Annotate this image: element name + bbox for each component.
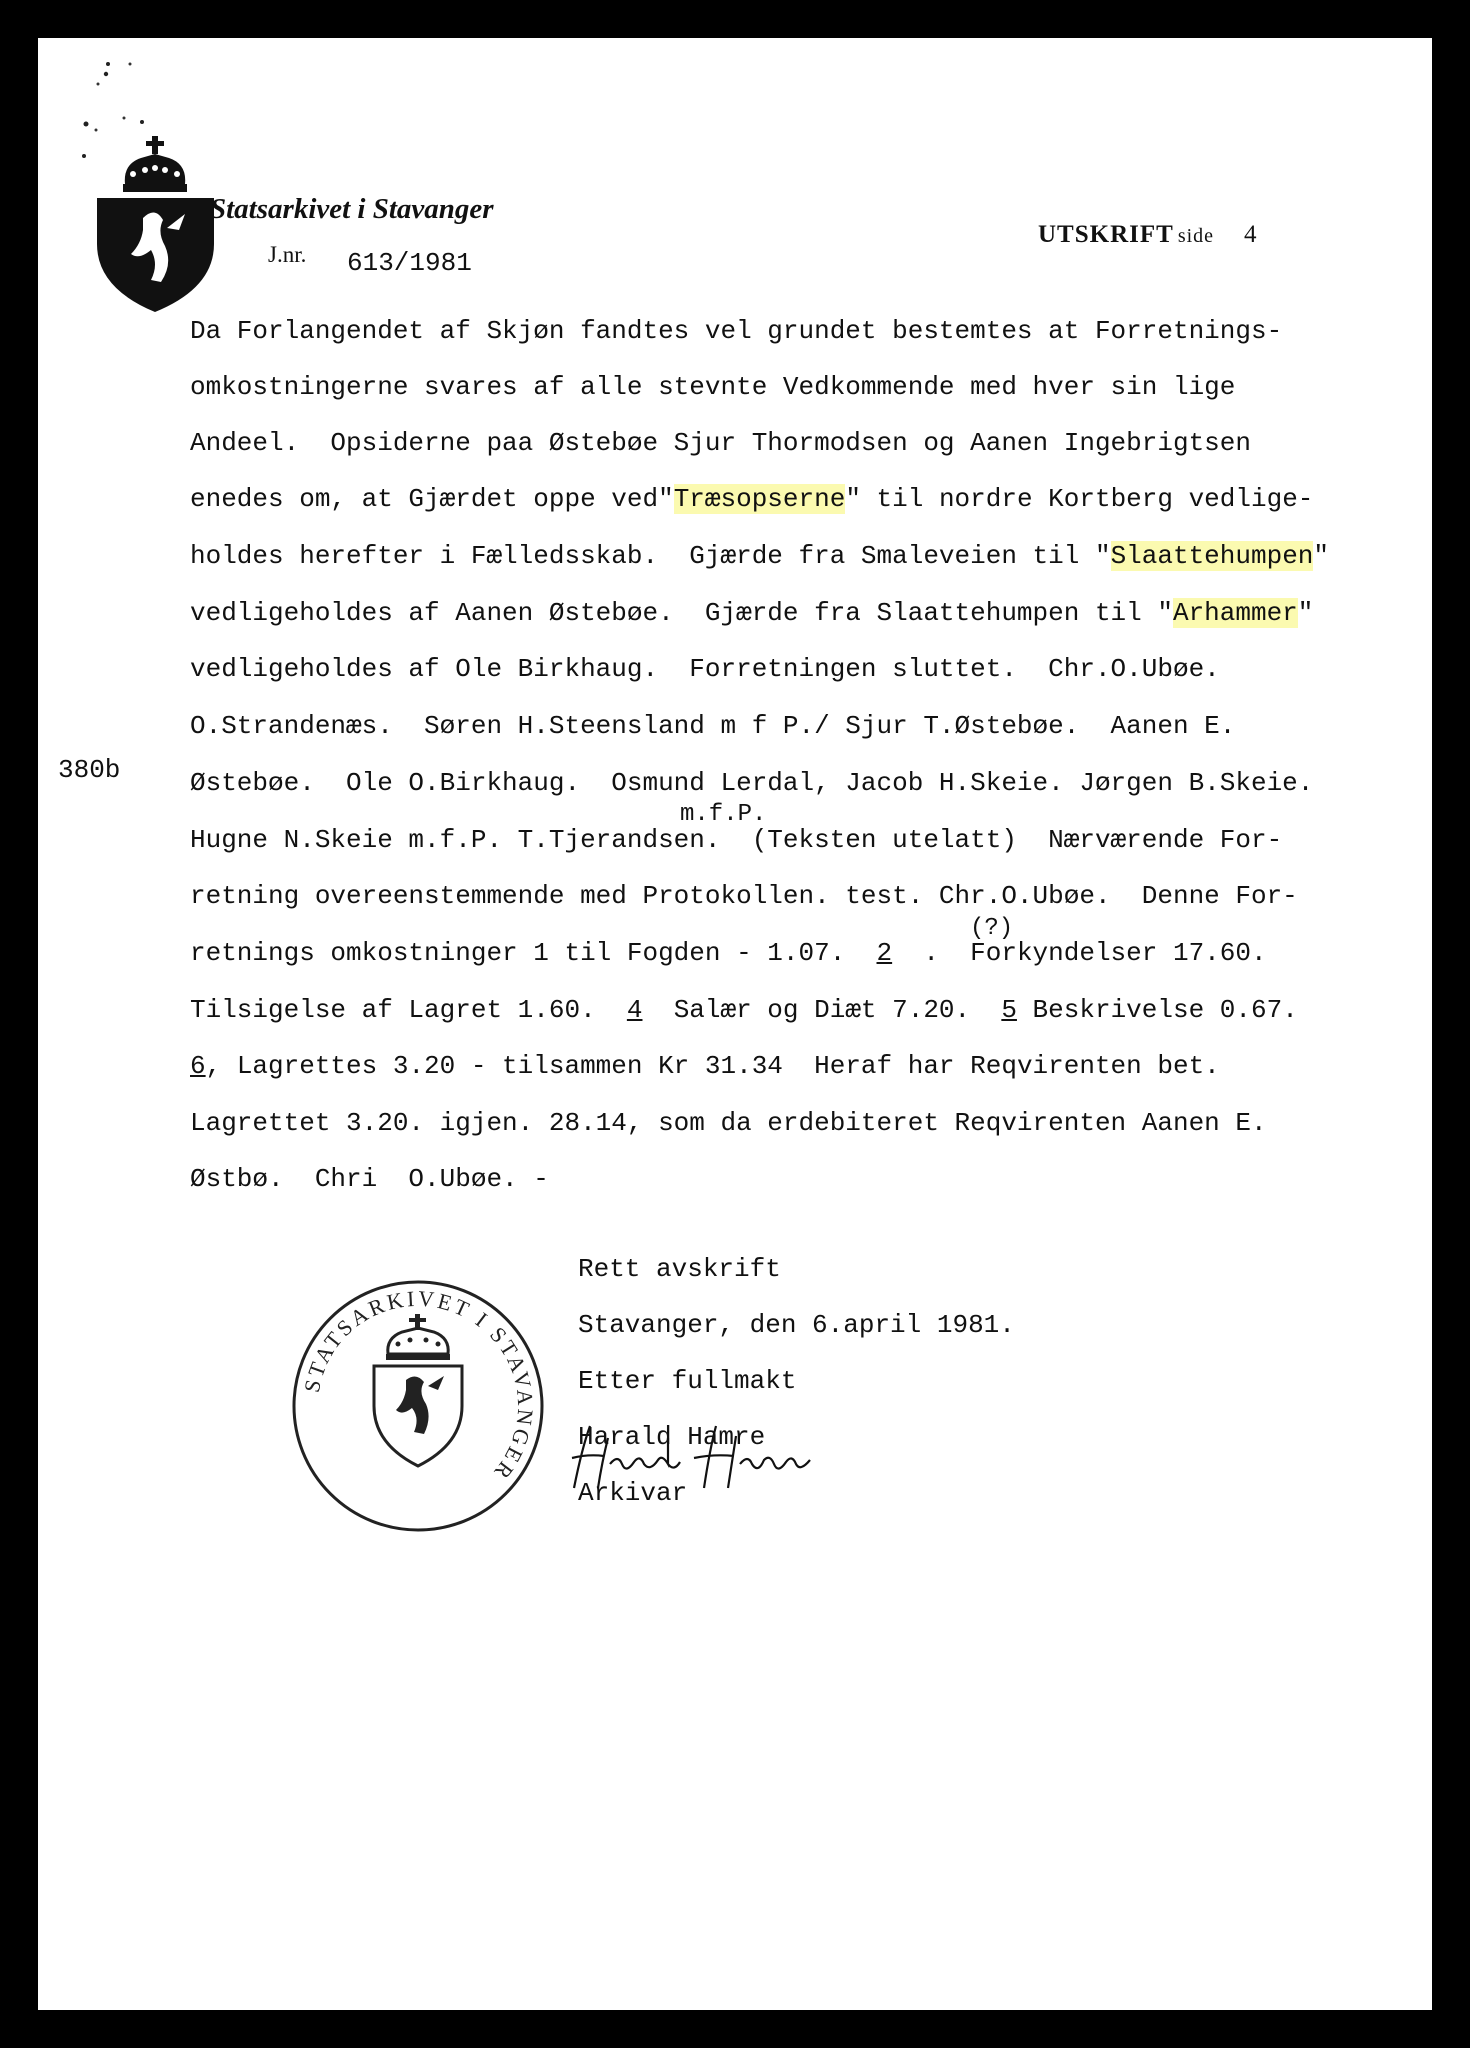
place-date: Stavanger, den 6.april 1981. <box>578 1310 1015 1340</box>
coat-of-arms-icon <box>93 136 218 314</box>
body-line-3: Andeel. Opsiderne paa Østebøe Sjur Thormodsen og Aanen Ingebrigtsen <box>190 428 1251 458</box>
interlinear-mfp: m.f.P. <box>680 801 767 828</box>
body-line-2: omkostningerne svares af alle stevnte Vedkommende med hver sin lige <box>190 372 1236 402</box>
item-number-2: 2 <box>876 938 893 968</box>
page-number: 4 <box>1244 221 1258 248</box>
item-number-6: 6 <box>190 1051 206 1081</box>
signatory-title: Arkivar <box>578 1478 688 1508</box>
body-line-13-mid: Salær og Diæt 7.20. <box>642 995 1002 1025</box>
item-number-4: 4 <box>626 995 643 1025</box>
body-line-1: Da Forlangendet af Skjøn fandtes vel grundet bestemtes at Forretnings- <box>190 316 1283 346</box>
body-line-9: Østebøe. Ole O.Birkhaug. Osmund Lerdal, Jacob H.Skeie. Jørgen B.Skeie. <box>190 768 1314 798</box>
document-page <box>38 38 1432 2010</box>
body-line-13-tail: Beskrivelse 0.67. <box>1016 995 1298 1025</box>
body-line-13 <box>190 995 1298 1025</box>
highlight-traesopserne: Træsopserne <box>673 484 846 514</box>
body-line-12-tail: . Forkyndelser 17.60. <box>892 938 1267 968</box>
highlight-arhammer: Arhammer <box>1172 598 1298 628</box>
authority-line: Etter fullmakt <box>578 1366 797 1396</box>
body-line-8: O.Strandenæs. Søren H.Steensland m f P./ Sjur T.Østebøe. Aanen E. <box>190 711 1236 741</box>
certification-text: Rett avskrift <box>578 1254 781 1284</box>
body-line-4 <box>190 484 1313 514</box>
body-line-5 <box>190 541 1329 571</box>
interlinear-question: (?) <box>970 915 1014 942</box>
heading-title: UTSKRIFT <box>1038 221 1174 248</box>
journal-number-label: J.nr. <box>268 242 307 267</box>
highlight-slaattehumpen: Slaattehumpen <box>1110 541 1314 571</box>
body-line-14 <box>190 1051 1220 1081</box>
body-line-5-text: holdes herefter i Fælledsskab. Gjærde fra Smaleveien til " <box>190 541 1111 571</box>
body-line-5-tail: " <box>1313 541 1330 571</box>
body-line-10: Hugne N.Skeie m.f.P. T.Tjerandsen. (Teksten utelatt) Nærværende For- <box>190 825 1283 855</box>
document-heading <box>1038 221 1258 249</box>
item-number-5: 5 <box>1001 995 1017 1025</box>
margin-reference: 380b <box>58 755 121 785</box>
body-line-4-tail: " til nordre Kortberg vedlige- <box>845 484 1314 514</box>
handwritten-signature <box>564 1418 824 1498</box>
official-stamp <box>288 1276 548 1536</box>
body-line-15: Lagrettet 3.20. igjen. 28.14, som da erdebiteret Reqvirenten Aanen E. <box>190 1108 1267 1138</box>
journal-number-value: 613/1981 <box>347 248 472 278</box>
body-line-13-text: Tilsigelse af Lagret 1.60. <box>190 995 627 1025</box>
body-line-4-text: enedes om, at Gjærdet oppe ved" <box>190 484 674 514</box>
body-line-16: Østbø. Chri O.Ubøe. - <box>190 1164 549 1194</box>
body-line-12 <box>190 938 1267 968</box>
body-line-6 <box>190 598 1313 628</box>
body-line-14-text: , Lagrettes 3.20 - tilsammen Kr 31.34 Heraf har Reqvirenten bet. <box>205 1051 1220 1081</box>
institution-name: Statsarkivet i Stavanger <box>210 193 494 225</box>
body-line-6-text: vedligeholdes af Aanen Østebøe. Gjærde fra Slaattehumpen til " <box>190 598 1173 628</box>
signatory-name: Harald Hamre <box>578 1422 766 1452</box>
body-line-12-text: retnings omkostninger 1 til Fogden - 1.07. <box>190 938 877 968</box>
body-line-7: vedligeholdes af Ole Birkhaug. Forretningen sluttet. Chr.O.Ubøe. <box>190 654 1220 684</box>
heading-side-label: side <box>1177 225 1215 247</box>
body-line-6-tail: " <box>1297 598 1314 628</box>
svg-text:STATSARKIVET I STAVANGER: STATSARKIVET I STAVANGER <box>298 1285 539 1487</box>
body-line-11: retning overeenstemmende med Protokollen. test. Chr.O.Ubøe. Denne For- <box>190 881 1298 911</box>
